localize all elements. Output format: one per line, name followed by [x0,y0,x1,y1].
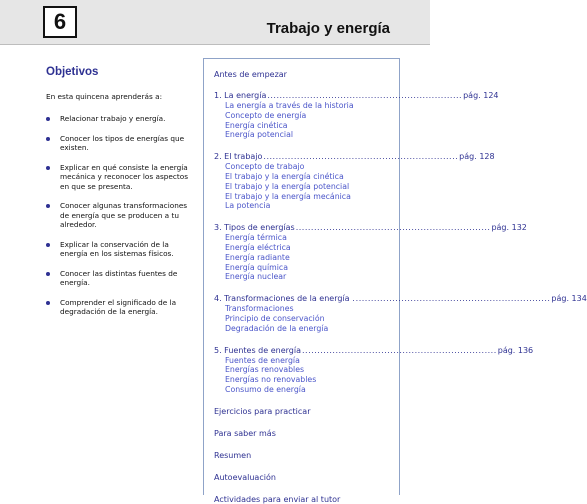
toc-section [214,345,534,395]
toc-leader-dots [296,223,491,232]
objetivos-intro: En esta quincena aprenderás a: [46,92,163,101]
toc-sections [214,91,587,395]
toc-section-link[interactable] [214,152,495,162]
toc-subsection-link[interactable]: Energías renovables [225,365,305,375]
objetivo-item: Explicar en qué consiste la energía mecánica y reconocer los aspectos en que se presenta. [46,163,196,192]
objetivos-list [46,114,196,317]
toc-subsection-link[interactable]: Principio de conservación [225,313,325,323]
objetivo-item: Explicar la conservación de la energía en los sistemas físicos. [46,240,196,259]
toc-subsection-link[interactable]: Energía nuclear [225,272,287,282]
toc-section-title: 1. La energía [214,91,267,100]
page-header [0,0,430,44]
toc-link-antes-de-empezar[interactable]: Antes de empezar [214,70,287,79]
toc-subsection-link[interactable]: El trabajo y la energía potencial [225,181,350,191]
toc-page-number: pág. 132 [491,223,527,233]
objetivo-item: Conocer las distintas fuentes de energía. [46,269,196,288]
toc-leader-dots [302,346,497,355]
toc-subsection-link[interactable]: La energía a través de la historia [225,101,354,110]
toc-section-link[interactable] [214,345,534,356]
toc-section-title: 4. Transformaciones de la energía . [214,294,355,304]
toc-page-number: pág. 124 [463,91,499,100]
toc-leader-dots [263,152,458,161]
toc-extra-link[interactable]: Autoevaluación [214,472,276,482]
toc-page-number: pág. 136 [497,345,534,355]
toc-subsection-link[interactable]: Concepto de trabajo [225,162,305,172]
toc-extra-link[interactable]: Para saber más [214,428,276,438]
toc-subsection-link[interactable]: Degradación de la energía [225,323,329,333]
objetivo-item: Comprender el significado de la degradación de la energía. [46,298,196,317]
toc-leader-dots [267,91,462,100]
toc-extras [214,407,389,504]
toc-section [214,223,527,282]
toc-section [214,152,495,211]
header-divider [0,44,430,45]
toc-subsection-link[interactable]: Energía radiante [225,252,290,262]
objetivo-item: Conocer los tipos de energías que existen. [46,134,196,153]
toc-subsection-link[interactable]: Energía potencial [225,130,294,140]
toc-subsection-link[interactable]: Consumo de energía [225,384,306,394]
toc-subsection-link[interactable]: Energías no renovables [225,375,317,385]
toc-page-number: pág. 128 [459,152,495,162]
toc-subsection-link[interactable]: Transformaciones [225,304,294,314]
toc-page-number: pág. 134 [551,294,587,304]
objetivos-panel [46,66,196,327]
toc-section-link[interactable] [214,91,499,101]
toc-subsection-link[interactable]: Concepto de energía [225,110,307,120]
toc-leader-dots [356,294,551,303]
objetivo-item: Relacionar trabajo y energía. [46,114,196,124]
toc-section-title: 5. Fuentes de energía [214,345,301,355]
toc-section [214,294,587,333]
toc-section-link[interactable] [214,223,527,233]
chapter-title: Trabajo y energía [266,20,390,37]
toc-subsection-link[interactable]: La potencia [225,201,271,211]
toc-section [214,91,499,140]
toc-subsection-link[interactable]: Energía química [225,262,288,272]
toc-subsection-link[interactable]: Energía eléctrica [225,242,291,252]
toc-extra-link[interactable]: Ejercicios para practicar [214,406,311,416]
toc-extra-link[interactable]: Resumen [214,450,252,460]
chapter-number: 6 [43,6,77,38]
toc-subsection-link[interactable]: Fuentes de energía [225,355,300,365]
toc-section-link[interactable] [214,294,587,304]
toc-subsection-link[interactable]: El trabajo y la energía mecánica [225,191,351,201]
toc-subsection-link[interactable]: El trabajo y la energía cinética [225,171,344,181]
table-of-contents [203,58,587,504]
objetivos-title: Objetivos [46,66,99,78]
objetivo-item: Conocer algunas transformaciones de energía que se producen a tu alrededor. [46,201,196,230]
toc-subsection-link[interactable]: Energía térmica [225,233,287,243]
toc-section-title: 3. Tipos de energías [214,223,295,233]
toc-subsection-link[interactable]: Energía cinética [225,120,288,130]
toc-extra-link[interactable]: Actividades para enviar al tutor [214,494,341,504]
toc-section-title: 2. El trabajo [214,152,263,162]
